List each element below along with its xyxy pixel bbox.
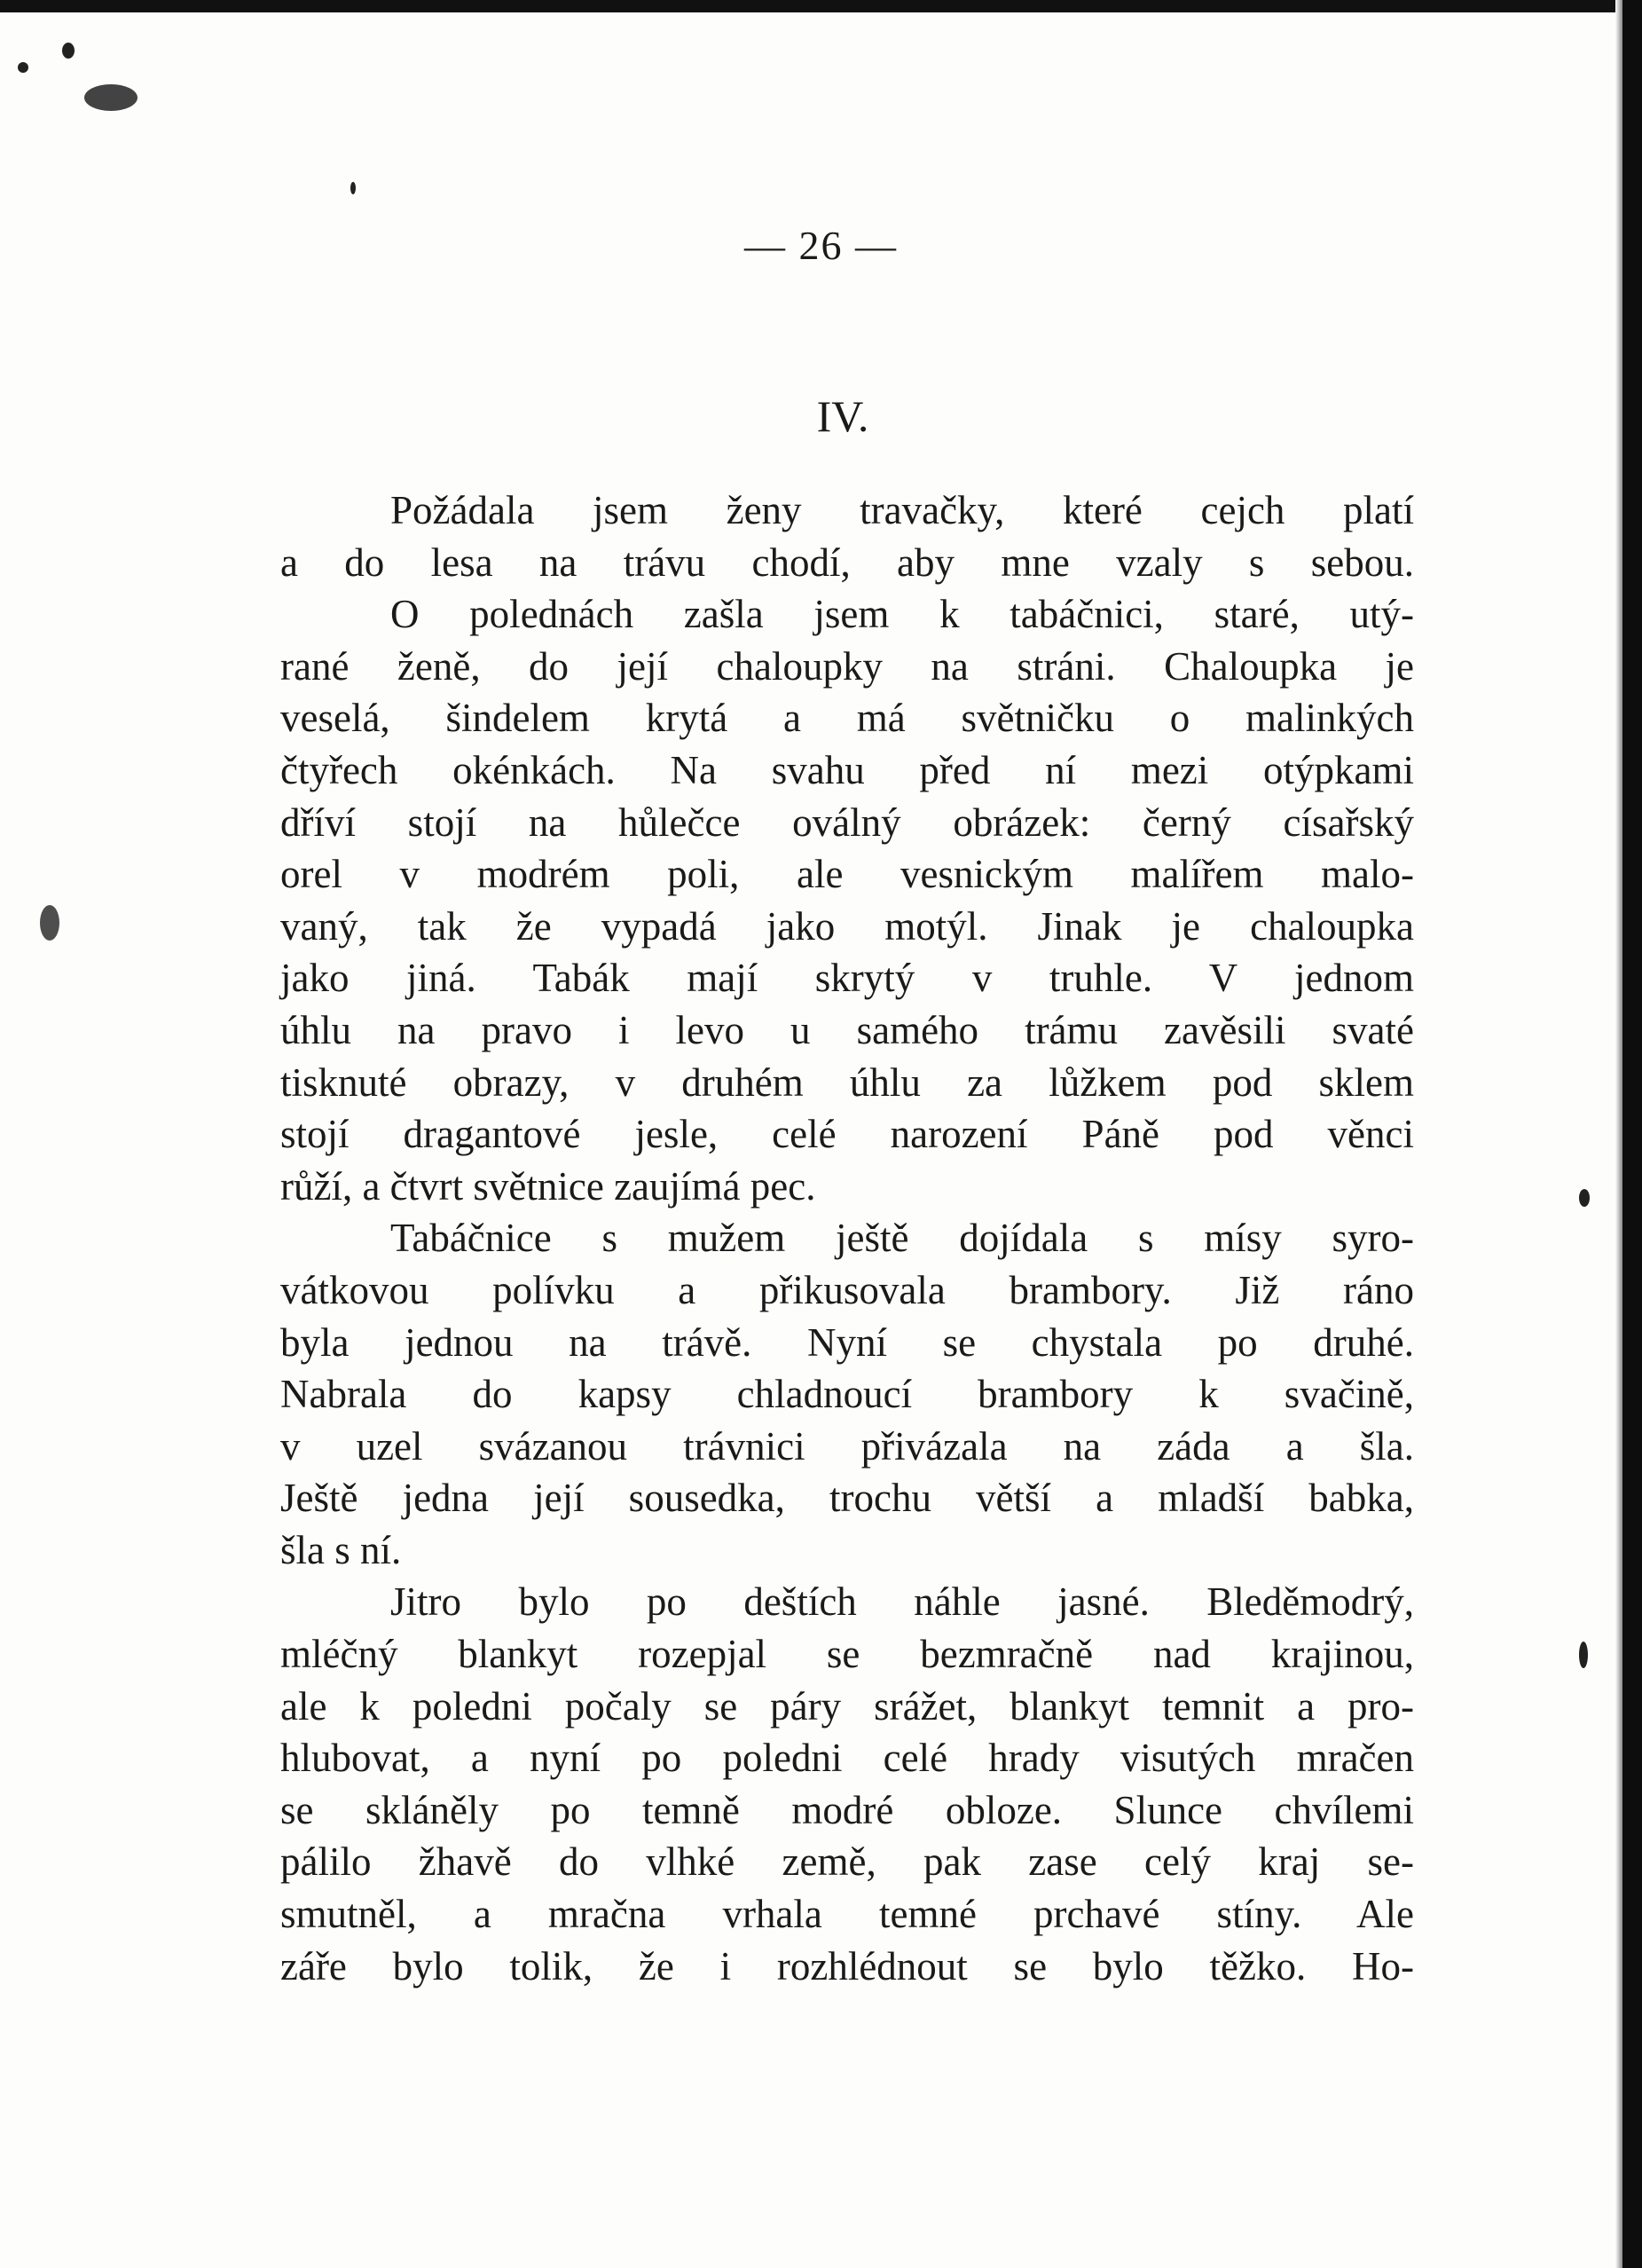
- scan-edge-shadow: [1615, 0, 1622, 2268]
- text-line: jako jiná. Tabák mají skrytý v truhle. V jednom: [280, 956, 1414, 1001]
- text-line: vaný, tak že vypadá jako motýl. Jinak je chaloupka: [280, 903, 1414, 949]
- text-line: v uzel svázanou trávnici přivázala na záda a šla.: [280, 1423, 1414, 1469]
- text-line: čtyřech okénkách. Na svahu před ní mezi otýpkami: [280, 747, 1414, 792]
- ink-speck: [1579, 1642, 1588, 1668]
- ink-speck: [84, 84, 137, 111]
- text-line: rané ženě, do její chaloupky na stráni. Chaloupka je: [280, 643, 1414, 689]
- scan-edge-top: [0, 0, 1642, 12]
- text-line: se skláněly po temně modré obloze. Slunce chvílemi: [280, 1787, 1414, 1832]
- text-line: smutněl, a mračna vrhala temné prchavé stíny. Ale: [280, 1892, 1414, 1937]
- text-line: O polednách zašla jsem k tabáčnici, staré, utý-: [390, 592, 1414, 637]
- text-line: Požádala jsem ženy travačky, které cejch platí: [390, 488, 1414, 532]
- body-text: [280, 484, 1414, 1992]
- chapter-heading: IV.: [816, 391, 869, 441]
- text-line: Jitro bylo po deštích náhle jasné. Bleděmodrý,: [390, 1579, 1414, 1625]
- ink-speck: [40, 905, 59, 941]
- ink-speck: [62, 43, 75, 59]
- text-line: mléčný blankyt rozepjal se bezmračně nad krajinou,: [280, 1632, 1414, 1677]
- text-line: tisknuté obrazy, v druhém úhlu za lůžkem pod sklem: [280, 1059, 1414, 1105]
- text-line: byla jednou na trávě. Nyní se chystala po druhé.: [280, 1319, 1414, 1365]
- ink-speck: [1579, 1189, 1590, 1207]
- text-line: pálilo žhavě do vlhké země, pak zase celý kraj se-: [280, 1839, 1414, 1885]
- text-line: hlubovat, a nyní po poledni celé hrady visutých mračen: [280, 1736, 1414, 1781]
- ink-speck: [18, 62, 28, 73]
- ink-speck: [350, 182, 356, 194]
- text-line: Nabrala do kapsy chladnoucí brambory k svačině,: [280, 1372, 1414, 1417]
- text-line: růží, a čtvrt světnice zaujímá pec.: [280, 1163, 816, 1209]
- text-line: veselá, šindelem krytá a má světničku o malinkých: [280, 696, 1414, 741]
- text-line: úhlu na pravo i levo u samého trámu zavěsili svaté: [280, 1007, 1414, 1052]
- text-line: dříví stojí na hůlečce oválný obrázek: černý císařský: [280, 799, 1414, 845]
- text-line: ale k poledni počaly se páry srážet, blankyt temnit a pro-: [280, 1683, 1414, 1729]
- text-line: Tabáčnice s mužem ještě dojídala s mísy syro-: [390, 1216, 1414, 1261]
- text-line: vátkovou polívku a přikusovala brambory. Již ráno: [280, 1267, 1414, 1312]
- text-line: orel v modrém poli, ale vesnickým malířem malo-: [280, 852, 1414, 897]
- text-line: šla s ní.: [280, 1527, 402, 1572]
- scan-edge-right: [1622, 0, 1642, 2268]
- text-line: záře bylo tolik, že i rozhlédnout se bylo těžko. Ho-: [280, 1943, 1414, 1988]
- text-line: a do lesa na trávu chodí, aby mne vzaly s sebou.: [280, 539, 1414, 585]
- text-line: stojí dragantové jesle, celé narození Páně pod věnci: [280, 1112, 1414, 1157]
- text-line: Ještě jedna její sousedka, trochu větší a mladší babka,: [280, 1476, 1414, 1521]
- page-number: — 26 —: [744, 223, 898, 268]
